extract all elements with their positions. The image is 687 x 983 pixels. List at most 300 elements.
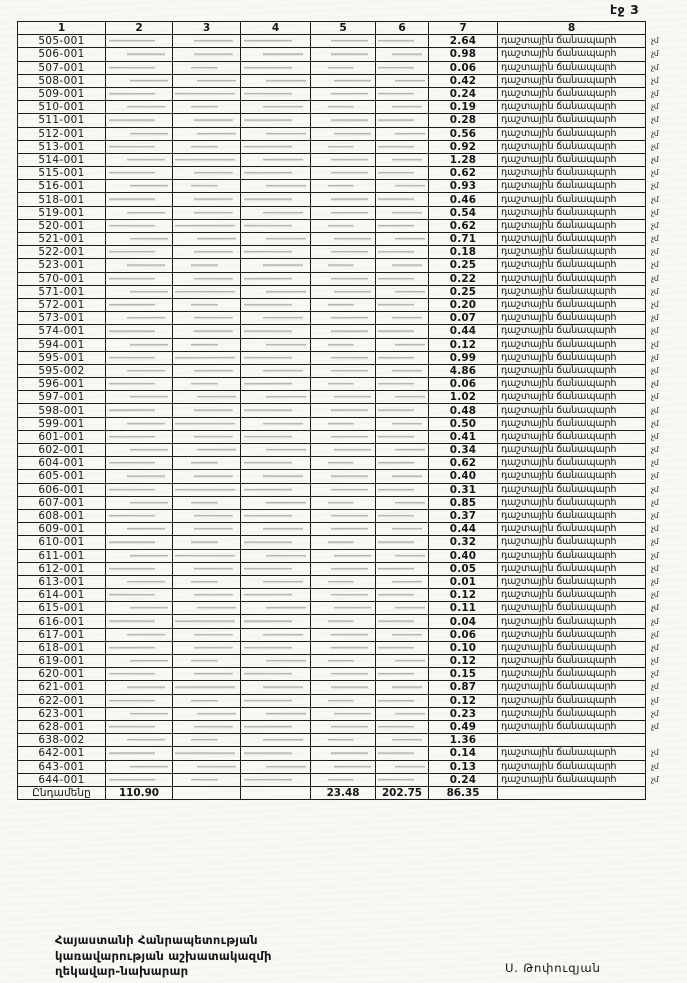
cell-col6: [376, 747, 429, 760]
cell-col6: [376, 523, 429, 536]
cell-col4: [241, 87, 311, 100]
margin-note: չմ: [651, 471, 659, 481]
col-header-2: 2: [106, 22, 173, 35]
cell-col6: [376, 259, 429, 272]
margin-note: չմ: [651, 774, 659, 784]
cell-col5: [311, 760, 376, 773]
cell-col3: [173, 246, 241, 259]
cell-col6: [376, 681, 429, 694]
cell-col5: [311, 509, 376, 522]
col-header-5: 5: [311, 22, 376, 35]
cell-col4: [241, 206, 311, 219]
margin-note: չմ: [651, 722, 659, 732]
cell-road-type: դաշտային ճանապարհ: [498, 707, 646, 720]
table-header: [18, 22, 684, 35]
cell-col3: [173, 589, 241, 602]
cell-col5: [311, 259, 376, 272]
cell-road-type: դաշտային ճանապարհ: [498, 681, 646, 694]
cell-parcel-code: 610-001: [18, 536, 106, 549]
cell-parcel-code: 622-001: [18, 694, 106, 707]
cell-col2: [106, 602, 173, 615]
cell-area-value: 0.93: [429, 180, 498, 193]
cell-col3: [173, 101, 241, 114]
cell-col2: [106, 74, 173, 87]
col-header-6: 6: [376, 22, 429, 35]
cell-road-type: դաշտային ճանապարհ: [498, 127, 646, 140]
cell-col4: [241, 74, 311, 87]
table-body: [18, 35, 684, 787]
cell-col6: [376, 351, 429, 364]
cell-col4: [241, 509, 311, 522]
cell-col4: [241, 628, 311, 641]
cell-area-value: 0.54: [429, 206, 498, 219]
margin-note: չմ: [651, 748, 659, 758]
cell-col2: [106, 444, 173, 457]
cell-col3: [173, 509, 241, 522]
cell-col3: [173, 219, 241, 232]
cell-col6: [376, 153, 429, 166]
cell-col3: [173, 285, 241, 298]
cell-col4: [241, 707, 311, 720]
cell-road-type: դաշտային ճանապարհ: [498, 483, 646, 496]
cell-col4: [241, 246, 311, 259]
cell-parcel-code: 574-001: [18, 325, 106, 338]
cell-col4: [241, 417, 311, 430]
cell-road-type: դաշտային ճանապարհ: [498, 338, 646, 351]
table-row: [18, 61, 684, 74]
cell-road-type: դաշտային ճանապարհ: [498, 720, 646, 733]
margin-note: չմ: [651, 115, 659, 125]
margin-note: չմ: [651, 669, 659, 679]
cell-col5: [311, 206, 376, 219]
cell-col4: [241, 101, 311, 114]
cell-col2: [106, 773, 173, 786]
cell-col4: [241, 694, 311, 707]
table-row: [18, 496, 684, 509]
cell-area-value: 0.62: [429, 167, 498, 180]
cell-col6: [376, 378, 429, 391]
cell-col3: [173, 87, 241, 100]
margin-note: չմ: [651, 365, 659, 375]
cell-road-type: դաշտային ճանապարհ: [498, 562, 646, 575]
footer-line-1: Հայաստանի Հանրապետության: [55, 933, 258, 947]
cell-parcel-code: 615-001: [18, 602, 106, 615]
cell-col2: [106, 114, 173, 127]
cell-col5: [311, 74, 376, 87]
cell-col5: [311, 430, 376, 443]
table-row: [18, 444, 684, 457]
cell-area-value: 0.31: [429, 483, 498, 496]
cell-area-value: 0.41: [429, 430, 498, 443]
margin-note: չմ: [651, 590, 659, 600]
cell-col3: [173, 259, 241, 272]
table-row: [18, 312, 684, 325]
cell-col4: [241, 219, 311, 232]
cell-area-value: 0.44: [429, 325, 498, 338]
table-row: [18, 404, 684, 417]
margin-note: չմ: [651, 286, 659, 296]
cell-parcel-code: 598-001: [18, 404, 106, 417]
cell-col6: [376, 707, 429, 720]
table-row: [18, 87, 684, 100]
cell-area-value: 0.28: [429, 114, 498, 127]
cell-col4: [241, 167, 311, 180]
cell-parcel-code: 606-001: [18, 483, 106, 496]
cell-col2: [106, 562, 173, 575]
margin-note: չմ: [651, 445, 659, 455]
cell-col6: [376, 87, 429, 100]
cell-col4: [241, 180, 311, 193]
cell-col3: [173, 417, 241, 430]
cell-col6: [376, 325, 429, 338]
cell-parcel-code: 572-001: [18, 298, 106, 311]
cell-parcel-code: 614-001: [18, 589, 106, 602]
cell-col5: [311, 562, 376, 575]
cell-parcel-code: 628-001: [18, 720, 106, 733]
table-row: [18, 760, 684, 773]
cell-col5: [311, 233, 376, 246]
header-row: [18, 22, 684, 35]
cell-col5: [311, 523, 376, 536]
cell-parcel-code: 616-001: [18, 615, 106, 628]
cell-parcel-code: 513-001: [18, 140, 106, 153]
cell-col5: [311, 773, 376, 786]
cell-road-type: դաշտային ճանապարհ: [498, 496, 646, 509]
cell-col5: [311, 483, 376, 496]
margin-note: չմ: [651, 300, 659, 310]
table-row: [18, 325, 684, 338]
cell-col2: [106, 48, 173, 61]
table-row: [18, 641, 684, 654]
cell-parcel-code: 595-002: [18, 364, 106, 377]
cell-area-value: 0.98: [429, 48, 498, 61]
cell-area-value: 0.10: [429, 641, 498, 654]
table-row: [18, 747, 684, 760]
cell-parcel-code: 507-001: [18, 61, 106, 74]
cell-col5: [311, 668, 376, 681]
margin-note: [646, 734, 684, 747]
table-row: [18, 734, 684, 747]
cell-col2: [106, 259, 173, 272]
cell-col6: [376, 140, 429, 153]
cell-col3: [173, 272, 241, 285]
cell-area-value: 0.87: [429, 681, 498, 694]
cell-area-value: 0.14: [429, 747, 498, 760]
cell-road-type: դաշտային ճանապարհ: [498, 285, 646, 298]
cell-col6: [376, 628, 429, 641]
footer-line-3: ղեկավար-նախարար: [55, 964, 189, 978]
cell-area-value: 0.18: [429, 246, 498, 259]
margin-note: չմ: [651, 392, 659, 402]
cell-area-value: 0.01: [429, 575, 498, 588]
cell-col5: [311, 602, 376, 615]
cell-col4: [241, 773, 311, 786]
cell-area-value: 0.12: [429, 338, 498, 351]
cell-road-type: դաշտային ճանապարհ: [498, 694, 646, 707]
cell-col6: [376, 509, 429, 522]
cell-col6: [376, 364, 429, 377]
cell-col3: [173, 641, 241, 654]
cell-area-value: 0.44: [429, 523, 498, 536]
cell-col6: [376, 457, 429, 470]
cell-col4: [241, 496, 311, 509]
margin-note: չմ: [651, 326, 659, 336]
cell-col4: [241, 734, 311, 747]
cell-road-type: դաշտային ճանապարհ: [498, 391, 646, 404]
cell-col6: [376, 496, 429, 509]
table-row: [18, 602, 684, 615]
cell-col3: [173, 298, 241, 311]
cell-road-type: դաշտային ճանապարհ: [498, 153, 646, 166]
cell-road-type: դաշտային ճանապարհ: [498, 641, 646, 654]
cell-col3: [173, 483, 241, 496]
cell-parcel-code: 522-001: [18, 246, 106, 259]
margin-note: չմ: [651, 695, 659, 705]
cell-col6: [376, 549, 429, 562]
table-row: [18, 681, 684, 694]
cell-col3: [173, 127, 241, 140]
cell-col5: [311, 325, 376, 338]
cell-area-value: 0.46: [429, 193, 498, 206]
cell-col5: [311, 391, 376, 404]
cell-col2: [106, 575, 173, 588]
cell-col2: [106, 681, 173, 694]
cell-road-type: դաշտային ճանապարհ: [498, 167, 646, 180]
cell-col2: [106, 668, 173, 681]
cell-col2: [106, 351, 173, 364]
margin-note: չմ: [651, 379, 659, 389]
cell-parcel-code: 643-001: [18, 760, 106, 773]
cell-area-value: 0.40: [429, 470, 498, 483]
cell-col6: [376, 430, 429, 443]
margin-note: չմ: [651, 708, 659, 718]
cell-col3: [173, 681, 241, 694]
cell-col2: [106, 325, 173, 338]
cell-col4: [241, 523, 311, 536]
cell-road-type: դաշտային ճանապարհ: [498, 747, 646, 760]
cell-col2: [106, 285, 173, 298]
cell-col4: [241, 430, 311, 443]
cell-col4: [241, 668, 311, 681]
margin-note: չմ: [651, 49, 659, 59]
cell-parcel-code: 642-001: [18, 747, 106, 760]
margin-note: չմ: [651, 36, 659, 46]
margin-note: չմ: [651, 458, 659, 468]
table-row: [18, 114, 684, 127]
cell-road-type: դաշտային ճանապարհ: [498, 87, 646, 100]
signature-name: Ս. Թոփուզյան: [505, 961, 601, 975]
cell-col4: [241, 747, 311, 760]
cell-col3: [173, 193, 241, 206]
cell-col2: [106, 206, 173, 219]
cell-road-type: դաշտային ճանապարհ: [498, 655, 646, 668]
table-row: [18, 206, 684, 219]
cell-col4: [241, 351, 311, 364]
cell-parcel-code: 508-001: [18, 74, 106, 87]
cell-road-type: դաշտային ճանապարհ: [498, 61, 646, 74]
cell-col6: [376, 35, 429, 48]
table-row: [18, 153, 684, 166]
cell-col2: [106, 655, 173, 668]
cell-col6: [376, 470, 429, 483]
cell-area-value: 1.28: [429, 153, 498, 166]
cell-parcel-code: 597-001: [18, 391, 106, 404]
page-number-label: էջ 3: [610, 2, 640, 17]
cell-road-type: դաշտային ճանապարհ: [498, 219, 646, 232]
cell-col2: [106, 747, 173, 760]
table-row: [18, 246, 684, 259]
cell-parcel-code: 506-001: [18, 48, 106, 61]
table-row: [18, 773, 684, 786]
cell-col3: [173, 180, 241, 193]
cell-col5: [311, 48, 376, 61]
cell-col6: [376, 193, 429, 206]
table-row: [18, 562, 684, 575]
cell-area-value: 0.48: [429, 404, 498, 417]
table-row: [18, 101, 684, 114]
table-row: [18, 233, 684, 246]
table-row: [18, 575, 684, 588]
cell-col5: [311, 378, 376, 391]
margin-note: չմ: [651, 603, 659, 613]
table-row: [18, 457, 684, 470]
cell-road-type: դաշտային ճանապարհ: [498, 74, 646, 87]
cell-col5: [311, 61, 376, 74]
table-row: [18, 351, 684, 364]
table-row: [18, 523, 684, 536]
table-row: [18, 589, 684, 602]
table-row: [18, 74, 684, 87]
cell-col2: [106, 760, 173, 773]
cell-road-type: դաշտային ճանապարհ: [498, 444, 646, 457]
cell-col6: [376, 114, 429, 127]
total-col2-cell: 110.90: [106, 786, 173, 799]
cell-road-type: դաշտային ճանապարհ: [498, 457, 646, 470]
cell-col4: [241, 457, 311, 470]
cell-col4: [241, 575, 311, 588]
cell-col5: [311, 114, 376, 127]
cell-col2: [106, 272, 173, 285]
cell-col6: [376, 404, 429, 417]
cell-area-value: 0.62: [429, 457, 498, 470]
cell-col4: [241, 615, 311, 628]
cell-col6: [376, 312, 429, 325]
cell-road-type: դաշտային ճանապարհ: [498, 140, 646, 153]
cell-parcel-code: 514-001: [18, 153, 106, 166]
cell-col5: [311, 470, 376, 483]
cell-parcel-code: 595-001: [18, 351, 106, 364]
cell-col5: [311, 720, 376, 733]
margin-note: չմ: [651, 220, 659, 230]
cell-col3: [173, 549, 241, 562]
cell-road-type: դաշտային ճանապարհ: [498, 180, 646, 193]
cell-col2: [106, 694, 173, 707]
total-col6-cell: 202.75: [376, 786, 429, 799]
table-footer: [18, 786, 684, 799]
cell-col2: [106, 457, 173, 470]
margin-note-header: [646, 22, 684, 35]
cell-col5: [311, 707, 376, 720]
cell-col3: [173, 35, 241, 48]
cell-parcel-code: 617-001: [18, 628, 106, 641]
cell-col5: [311, 246, 376, 259]
cell-col4: [241, 153, 311, 166]
table-row: [18, 720, 684, 733]
cell-area-value: 0.42: [429, 74, 498, 87]
margin-note: չմ: [651, 405, 659, 415]
cell-road-type: դաշտային ճանապարհ: [498, 602, 646, 615]
table-row: [18, 364, 684, 377]
cell-col3: [173, 404, 241, 417]
cell-col2: [106, 378, 173, 391]
cell-col2: [106, 338, 173, 351]
cell-col4: [241, 589, 311, 602]
cell-col6: [376, 694, 429, 707]
table-row: [18, 298, 684, 311]
cell-col5: [311, 496, 376, 509]
table-row: [18, 470, 684, 483]
table-row: [18, 668, 684, 681]
cell-parcel-code: 620-001: [18, 668, 106, 681]
margin-note: չմ: [651, 497, 659, 507]
cell-col3: [173, 694, 241, 707]
margin-note: չմ: [651, 181, 659, 191]
cell-col4: [241, 61, 311, 74]
margin-note: չմ: [651, 616, 659, 626]
cell-col3: [173, 430, 241, 443]
cell-col5: [311, 589, 376, 602]
table-row: [18, 615, 684, 628]
cell-col4: [241, 536, 311, 549]
cell-col3: [173, 391, 241, 404]
cell-parcel-code: 608-001: [18, 509, 106, 522]
cell-area-value: 0.12: [429, 589, 498, 602]
cell-col2: [106, 153, 173, 166]
cell-road-type: դաշտային ճանապարհ: [498, 298, 646, 311]
cell-area-value: 0.62: [429, 219, 498, 232]
cell-parcel-code: 599-001: [18, 417, 106, 430]
cell-area-value: 0.40: [429, 549, 498, 562]
cell-col2: [106, 430, 173, 443]
cell-col5: [311, 681, 376, 694]
cell-parcel-code: 644-001: [18, 773, 106, 786]
cell-col3: [173, 523, 241, 536]
cell-road-type: դաշտային ճանապարհ: [498, 378, 646, 391]
cell-road-type: դաշտային ճանապարհ: [498, 470, 646, 483]
cell-col6: [376, 615, 429, 628]
cell-area-value: 0.06: [429, 61, 498, 74]
table-row: [18, 180, 684, 193]
cell-col6: [376, 589, 429, 602]
cell-col3: [173, 444, 241, 457]
cell-parcel-code: 509-001: [18, 87, 106, 100]
cell-col3: [173, 655, 241, 668]
total-col7-cell: 86.35: [429, 786, 498, 799]
cell-col2: [106, 298, 173, 311]
cell-col6: [376, 219, 429, 232]
cell-parcel-code: 604-001: [18, 457, 106, 470]
cell-road-type: դաշտային ճանապարհ: [498, 628, 646, 641]
cell-col2: [106, 707, 173, 720]
cadastre-table: [17, 21, 684, 800]
cell-col4: [241, 338, 311, 351]
cell-col5: [311, 35, 376, 48]
cell-col3: [173, 760, 241, 773]
cell-col5: [311, 734, 376, 747]
cell-col6: [376, 272, 429, 285]
margin-note: չմ: [651, 247, 659, 257]
col-header-4: 4: [241, 22, 311, 35]
